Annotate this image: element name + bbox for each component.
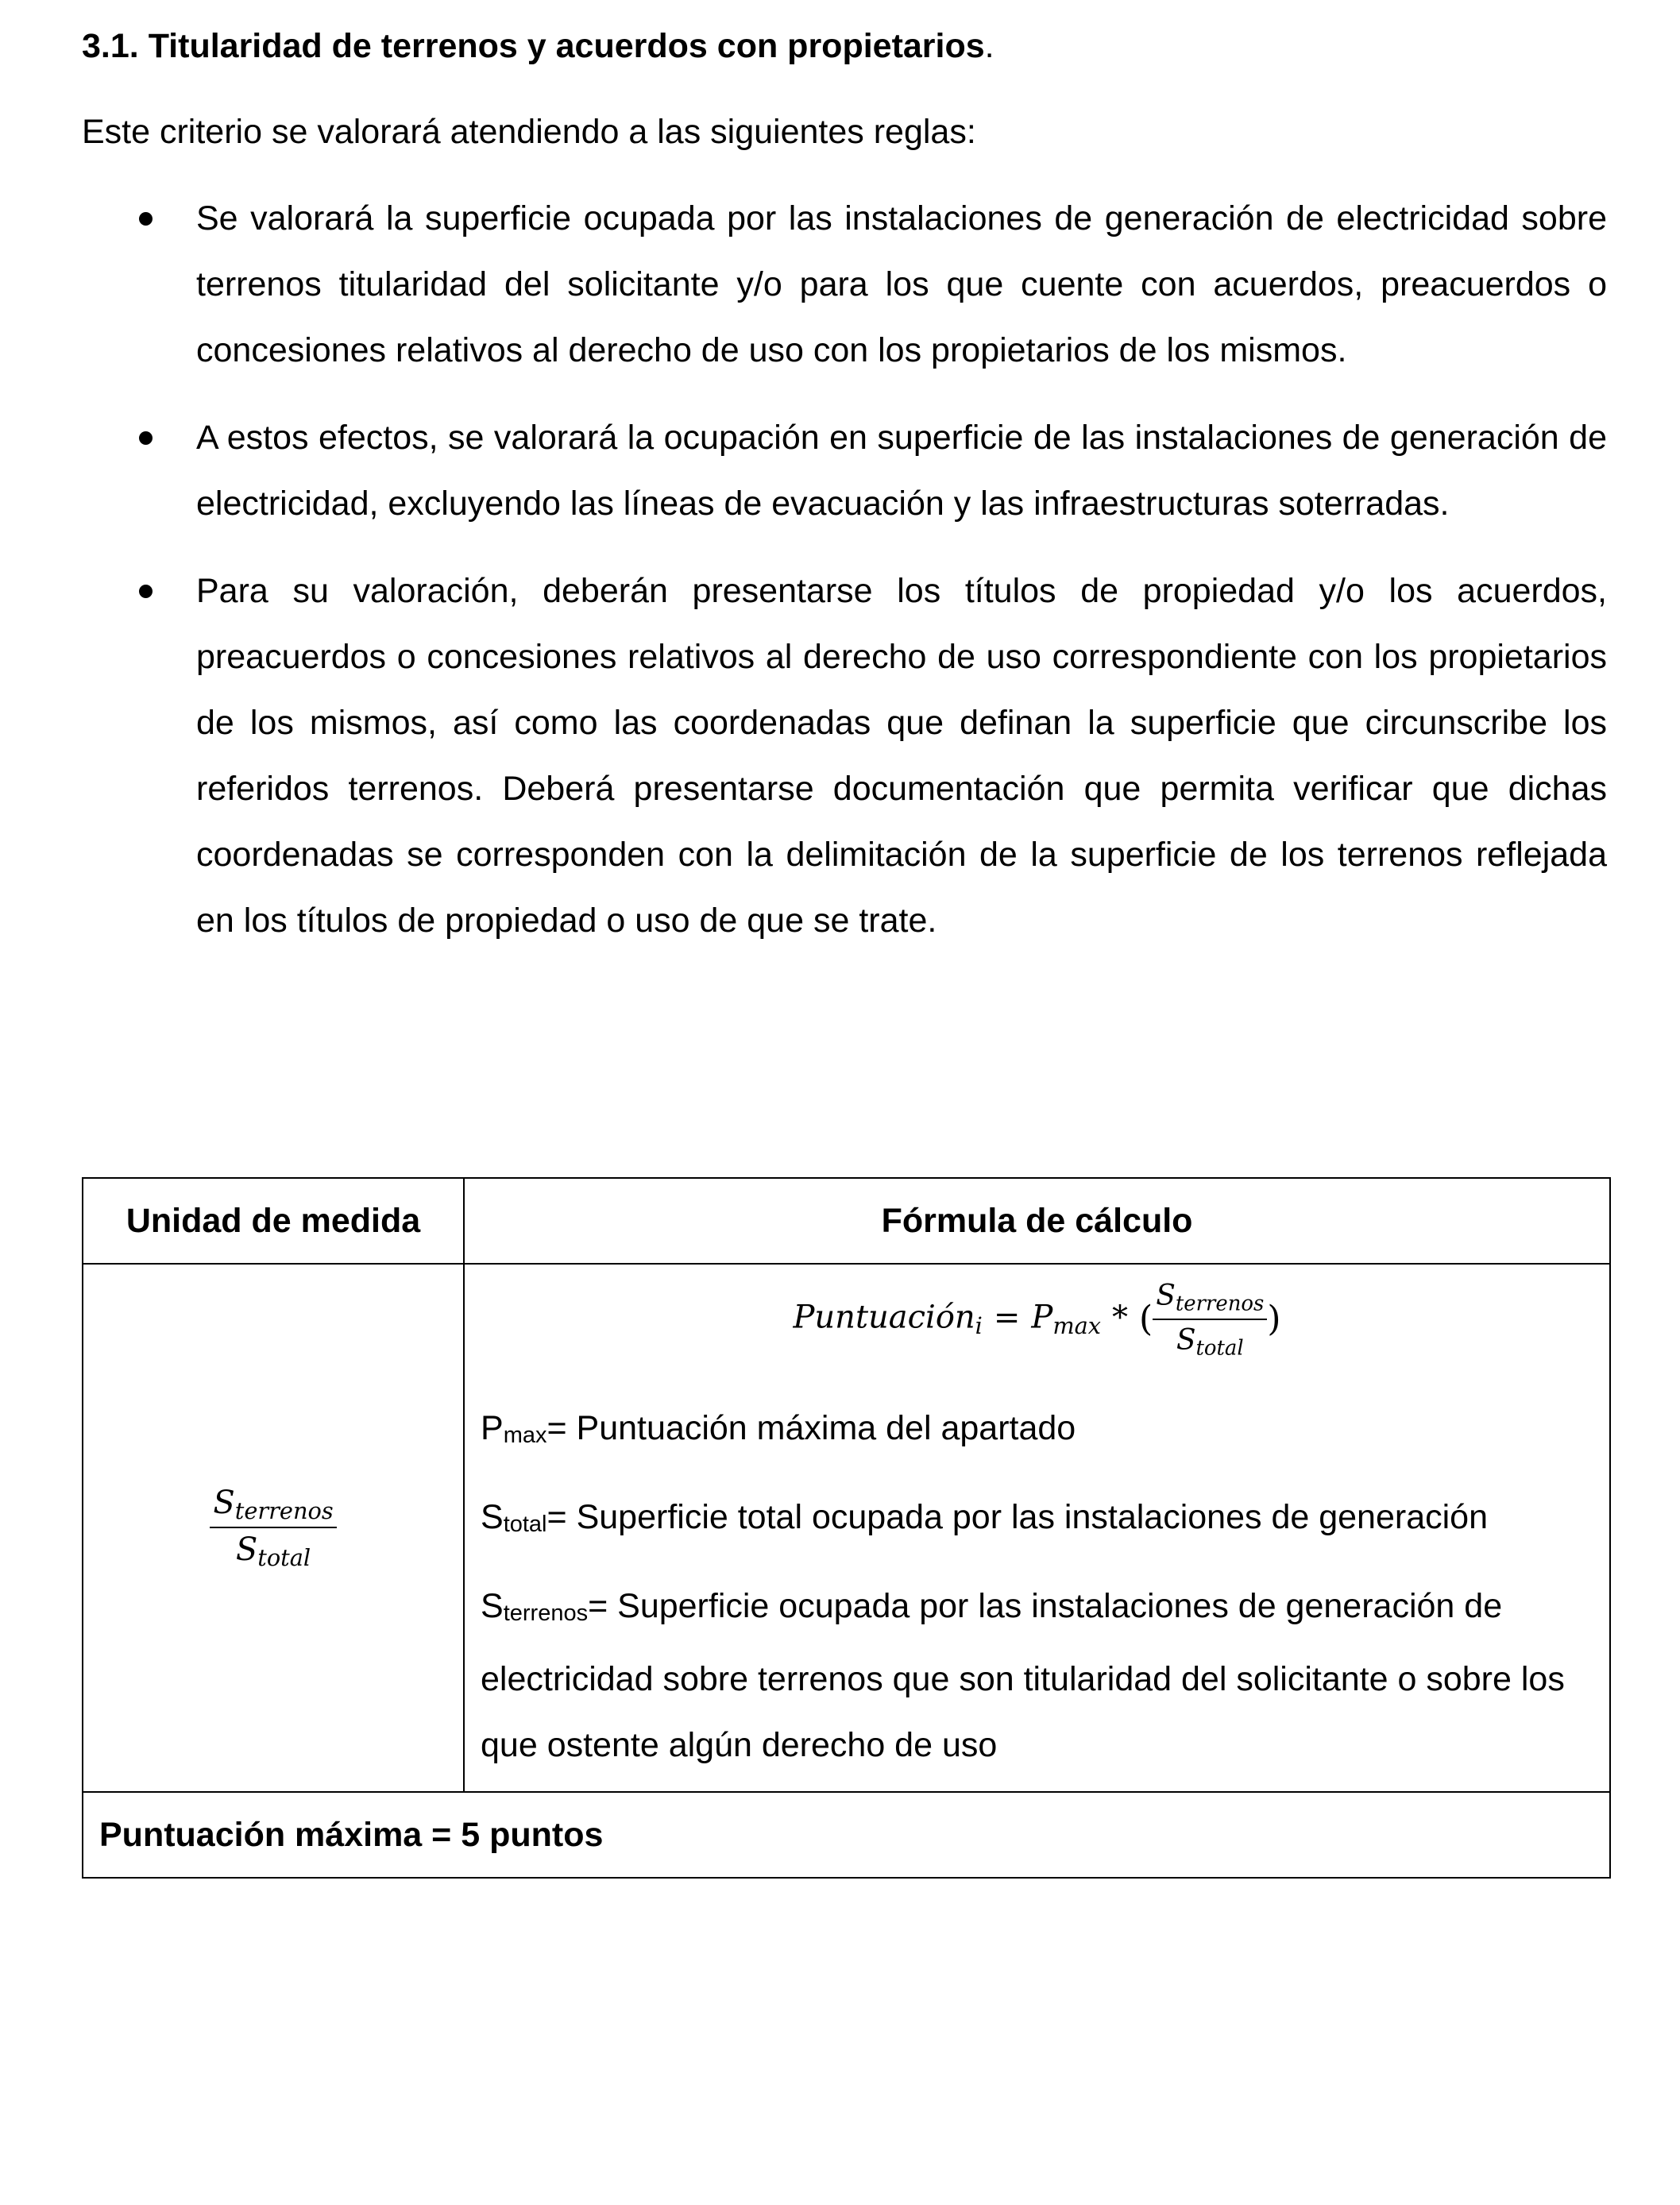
definition-stotal-symbol: S <box>481 1498 504 1537</box>
formula-close-paren: ) <box>1267 1299 1281 1340</box>
formula-equals: = <box>993 1299 1021 1336</box>
definition-pmax-symbol: P <box>481 1409 504 1448</box>
formula-p-sub: max <box>1052 1311 1102 1339</box>
formula-numerator-sub: terrenos <box>1175 1292 1265 1316</box>
header-formula: Fórmula de cálculo <box>464 1178 1610 1264</box>
table-header-row <box>83 1178 1610 1264</box>
definition-stotal-sub: total <box>503 1512 547 1538</box>
unit-numerator <box>210 1485 336 1527</box>
formula-fraction <box>1153 1279 1267 1361</box>
unit-fraction <box>210 1485 336 1570</box>
definition-pmax <box>481 1396 1593 1469</box>
formula-numerator-symbol: S <box>1156 1280 1176 1312</box>
section-title: Titularidad de terrenos y acuerdos con propietarios <box>148 27 985 65</box>
definition-sterrenos-sub: terrenos <box>503 1601 589 1627</box>
rule-item-3: Para su valoración, deberán presentarse los títulos de propiedad y/o los acuerdos, preacuerdos o concesiones relativos al derecho de uso correspondiente con los propietarios de los mismos, así como las coordenadas que definan la superficie que circunscribe los referidos terrenos. Deberá presentarse documentación que permita verificar que dichas coordenadas se corresponden con la delimitación de la superficie de los terrenos reflejada en los títulos de propiedad o uso de que se trate. <box>82 558 1607 954</box>
formula-lhs: Puntuación <box>793 1299 975 1336</box>
table-body-row <box>83 1264 1610 1792</box>
formula-denominator-sub: total <box>1195 1336 1244 1361</box>
definition-pmax-text: = Puntuación máxima del apartado <box>546 1409 1076 1448</box>
definition-stotal-text: = Superficie total ocupada por las instalaciones de generación <box>546 1498 1488 1537</box>
score-formula <box>481 1279 1593 1380</box>
formula-open-paren: ( <box>1139 1299 1153 1340</box>
formula-times: * <box>1112 1299 1129 1336</box>
definition-stotal <box>481 1485 1593 1558</box>
unit-numerator-sub: terrenos <box>234 1497 334 1525</box>
definition-sterrenos <box>481 1574 1593 1778</box>
formula-numerator <box>1153 1279 1267 1320</box>
rule-item-1: Se valorará la superficie ocupada por las instalaciones de generación de electricidad sobre terrenos titularidad del solicitante y/o para los que cuente con acuerdos, preacuerdos o concesiones relativos al derecho de uso con los propietarios de los mismos. <box>82 186 1607 384</box>
intro-paragraph: Este criterio se valorará atendiendo a las siguientes reglas: <box>82 113 976 151</box>
unit-denominator-symbol: S <box>235 1531 258 1568</box>
rules-list <box>82 186 1607 975</box>
rule-item-2: A estos efectos, se valorará la ocupación en superficie de las instalaciones de generación de electricidad, excluyendo las líneas de evacuación y las infraestructuras soterradas. <box>82 405 1607 537</box>
table-footer-row <box>83 1792 1610 1878</box>
formula-denominator <box>1153 1320 1267 1361</box>
unit-numerator-symbol: S <box>213 1485 235 1522</box>
unit-denominator-sub: total <box>257 1543 311 1571</box>
definition-pmax-sub: max <box>503 1423 547 1449</box>
definition-sterrenos-text: = Superficie ocupada por las instalaciones de generación de electricidad sobre terrenos que son titularidad del solicitante o sobre los que ostente algún derecho de uso <box>481 1587 1565 1765</box>
formula-p: P <box>1031 1299 1053 1336</box>
max-score: Puntuación máxima = 5 puntos <box>83 1792 1610 1878</box>
criteria-table <box>82 1177 1611 1879</box>
section-heading <box>82 21 994 71</box>
definition-sterrenos-symbol: S <box>481 1587 504 1626</box>
section-title-period: . <box>984 27 994 65</box>
unit-denominator <box>210 1528 336 1571</box>
header-unit: Unidad de medida <box>83 1178 464 1264</box>
formula-denominator-symbol: S <box>1176 1323 1196 1357</box>
formula-lhs-sub: i <box>975 1311 983 1339</box>
formula-cell <box>464 1264 1610 1792</box>
section-number: 3.1. <box>82 27 139 65</box>
unit-cell <box>83 1264 464 1792</box>
